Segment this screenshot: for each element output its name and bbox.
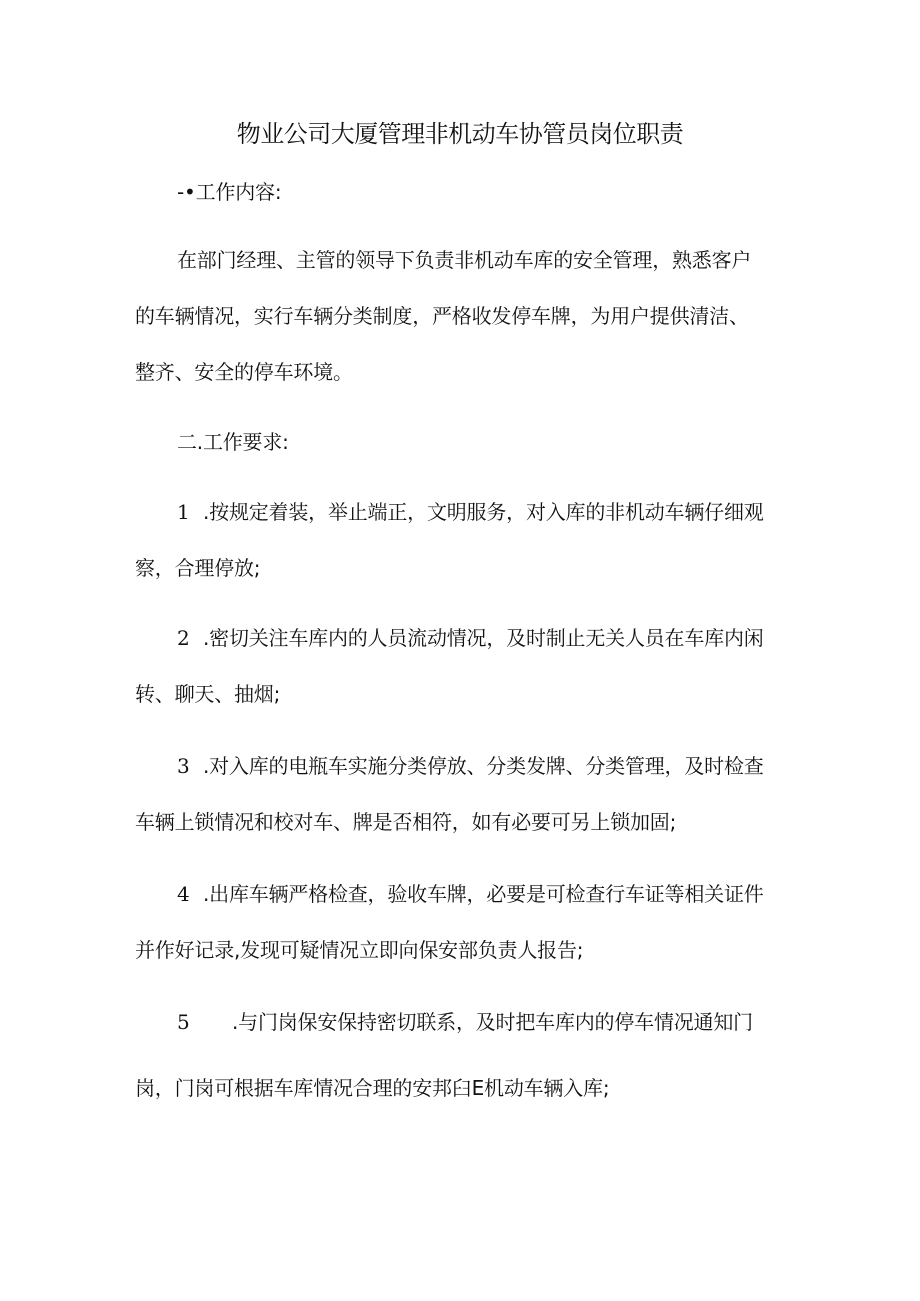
item-text: .与门岗保安保持密切联系，及时把车库内的停车情况通知门 [232, 1010, 753, 1034]
requirement-item-4-cont: 并作好记录,发现可疑情况立即向保安部负责人报告; [135, 938, 584, 962]
item-number: 1 [177, 500, 190, 524]
item-text: .密切关注车库内的人员流动情况，及时制止无关人员在车库内闲 [203, 626, 764, 650]
item-number: 5 [177, 1010, 190, 1034]
requirement-item-3 [177, 752, 837, 780]
item-text: .对入库的电瓶车实施分类停放、分类发牌、分类管理，及时检查 [203, 754, 764, 778]
requirement-item-5 [177, 1008, 837, 1036]
item-number: 2 [177, 626, 190, 650]
section-1-line-3: 整齐、安全的停车环境。 [135, 360, 353, 384]
requirement-item-1-cont: 察，合理停放; [135, 556, 261, 580]
section-1-heading: -•工作内容: [177, 180, 282, 204]
requirement-item-2 [177, 624, 837, 652]
section-1-line-2: 的车辆情况，实行车辆分类制度，严格收发停车牌，为用户提供清洁、 [135, 304, 749, 328]
section-2-heading: 二.工作要求: [177, 430, 289, 454]
item-number: 4 [177, 882, 190, 906]
requirement-item-1 [177, 498, 837, 526]
item-text: .出库车辆严格检查，验收车牌，必要是可检查行车证等相关证件 [203, 882, 764, 906]
item-text: .按规定着装，举止端正，文明服务，对入库的非机动车辆仔细观 [203, 500, 764, 524]
requirement-item-2-cont: 转、聊天、抽烟; [135, 682, 281, 706]
requirement-item-5-cont: 岗，门岗可根据车库情况合理的安邦臼Ε机动车辆入库; [135, 1076, 610, 1100]
requirement-item-3-cont: 车辆上锁情况和校对车、牌是否相符，如有必要可另上锁加固; [135, 810, 677, 834]
item-number: 3 [177, 754, 190, 778]
requirement-item-4 [177, 880, 837, 908]
section-1-line-1: 在部门经理、主管的领导下负责非机动车库的安全管理，熟悉客户 [177, 248, 752, 272]
document-title: 物业公司大厦管理非机动车协管员岗位职责 [236, 120, 684, 148]
